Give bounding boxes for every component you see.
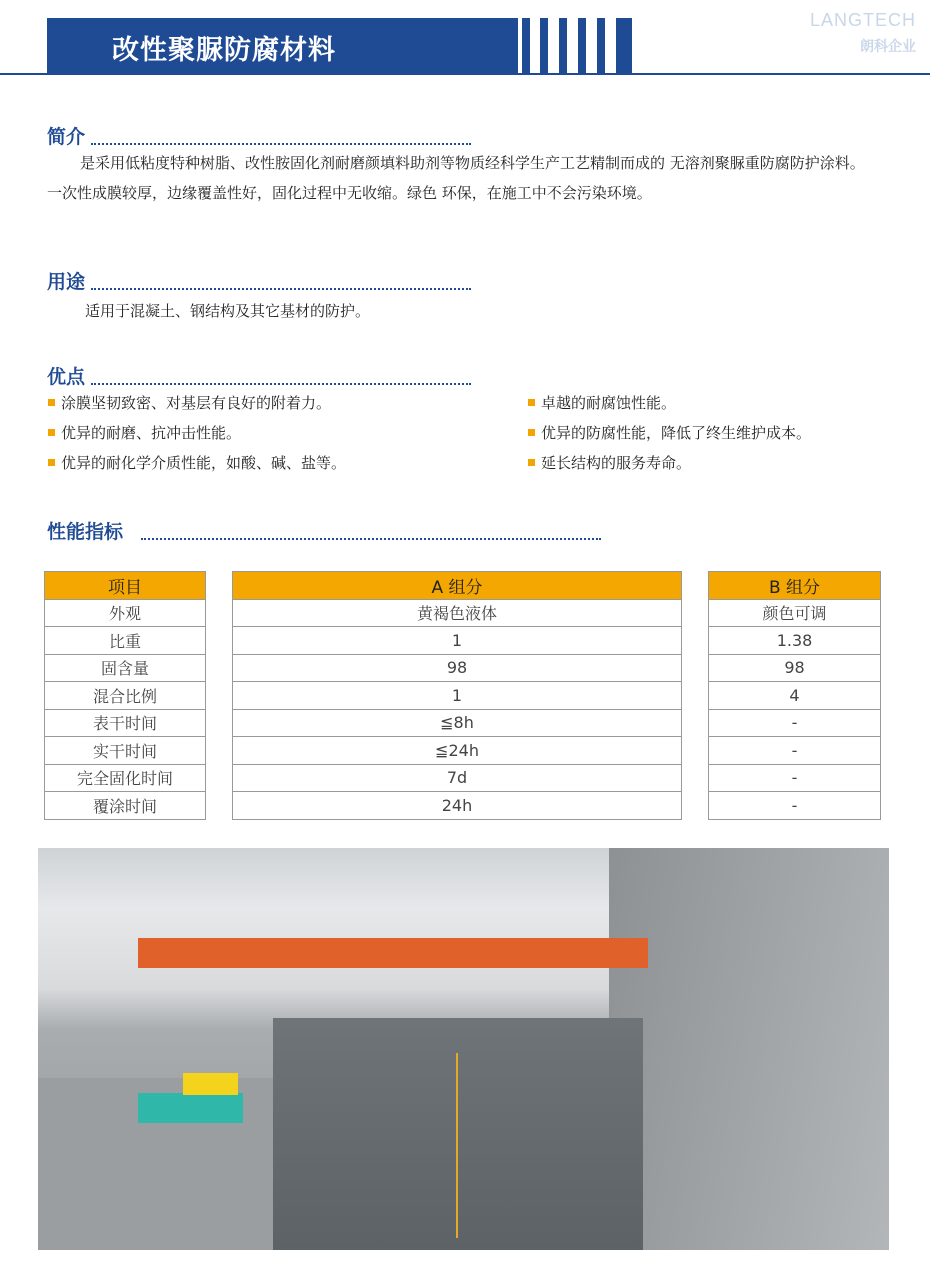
usage-heading: 用途	[47, 267, 471, 294]
table-row	[709, 654, 881, 682]
table-cell: 1	[233, 682, 682, 710]
advantage-item: 涂膜坚韧致密、对基层有良好的附着力。	[48, 392, 331, 413]
table-row	[233, 764, 682, 792]
decor-stripe	[578, 18, 586, 75]
header-rule	[0, 73, 930, 75]
table-row	[709, 792, 881, 820]
table-row	[45, 627, 206, 655]
table-cell: -	[709, 764, 881, 792]
logo-cn: 朗科企业	[860, 39, 916, 55]
table-cell: -	[709, 709, 881, 737]
table-cell: -	[709, 792, 881, 820]
table-cell: 完全固化时间	[45, 764, 206, 792]
table-cell: 覆涂时间	[45, 792, 206, 820]
table-cell: ≦24h	[233, 737, 682, 765]
decor-stripe	[522, 18, 530, 75]
table-row	[233, 654, 682, 682]
advantages-heading: 优点	[47, 362, 471, 389]
specs-heading: 性能指标	[47, 517, 601, 544]
table-cell: 1	[233, 627, 682, 655]
advantage-item: 优异的防腐性能，降低了终生维护成本。	[528, 422, 811, 443]
table-row	[45, 792, 206, 820]
intro-text: 是采用低粘度特种树脂、改性胺固化剂耐磨颜填料助剂等物质经科学生产工艺精制而成的 无溶剂聚脲重防腐防护涂料。一次性成膜较厚，边缘覆盖性好，固化过程中无收缩。绿色 环保，在施工中不会污染环境。	[47, 154, 865, 202]
spec-table-a	[232, 571, 682, 820]
table-row	[45, 682, 206, 710]
spec-table-item	[44, 571, 206, 820]
logo-en: LANGTECH	[809, 10, 916, 30]
page-title: 改性聚脲防腐材料	[112, 35, 336, 66]
decor-stripe	[616, 18, 632, 75]
table-row	[709, 764, 881, 792]
table-row	[233, 627, 682, 655]
table-row	[233, 709, 682, 737]
table-row	[45, 737, 206, 765]
table-cell: 实干时间	[45, 737, 206, 765]
factory-photo	[38, 848, 889, 1250]
table-row	[233, 599, 682, 627]
table-row	[709, 627, 881, 655]
table-row	[233, 792, 682, 820]
table-cell: 98	[233, 654, 682, 682]
table-row	[709, 737, 881, 765]
advantage-item: 卓越的耐腐蚀性能。	[528, 392, 676, 413]
table-cell: 颜色可调	[709, 599, 881, 627]
table-cell: 固含量	[45, 654, 206, 682]
table-row	[709, 599, 881, 627]
table-cell: 混合比例	[45, 682, 206, 710]
table-row	[45, 764, 206, 792]
table-row	[233, 737, 682, 765]
table-cell: 4	[709, 682, 881, 710]
table-cell: 外观	[45, 599, 206, 627]
decor-stripe	[597, 18, 605, 75]
intro-heading: 简介	[47, 122, 471, 149]
table-cell: 98	[709, 654, 881, 682]
advantage-item: 优异的耐磨、抗冲击性能。	[48, 422, 241, 443]
table-cell: -	[709, 737, 881, 765]
table-cell: 比重	[45, 627, 206, 655]
decor-stripe	[559, 18, 567, 75]
advantage-item: 延长结构的服务寿命。	[528, 452, 691, 473]
usage-text: 适用于混凝土、钢结构及其它基材的防护。	[85, 302, 371, 320]
table-cell: ≦8h	[233, 709, 682, 737]
table-row	[45, 599, 206, 627]
table-row	[233, 682, 682, 710]
advantage-item: 优异的耐化学介质性能，如酸、碱、盐等。	[48, 452, 346, 473]
table-cell: 24h	[233, 792, 682, 820]
table-row	[709, 709, 881, 737]
column-header: B 组分	[709, 572, 881, 600]
column-header: 项目	[45, 572, 206, 600]
table-row	[45, 654, 206, 682]
decor-stripe	[540, 18, 548, 75]
table-cell: 7d	[233, 764, 682, 792]
table-row	[709, 682, 881, 710]
spec-table-b	[708, 571, 881, 820]
table-cell: 表干时间	[45, 709, 206, 737]
table-row	[45, 709, 206, 737]
column-header: A 组分	[233, 572, 682, 600]
table-cell: 黄褐色液体	[233, 599, 682, 627]
table-cell: 1.38	[709, 627, 881, 655]
crane	[138, 938, 648, 968]
